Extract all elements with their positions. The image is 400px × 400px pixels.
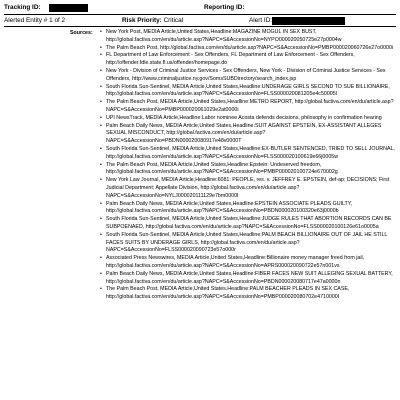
source-text: The Palm Beach Post, http://global.factiva.com/en/du/article.asp?NAPC=S&AccessionNo=PMBP000020060726e27o0000i <box>106 44 394 51</box>
source-item <box>100 286 396 302</box>
reporting-id-label: Reporting ID: <box>204 4 245 11</box>
tracking-id-redaction <box>49 4 88 12</box>
risk-priority-label: Risk Priority: <box>122 17 162 24</box>
source-item <box>100 201 396 217</box>
header-row-ids <box>0 4 400 13</box>
bullet-icon: • <box>100 161 102 168</box>
header-divider-2 <box>4 26 396 27</box>
source-item <box>100 123 396 146</box>
bullet-icon: • <box>100 145 102 152</box>
header-divider <box>4 14 396 15</box>
source-item <box>100 216 396 232</box>
source-item <box>100 99 396 115</box>
source-text: Palm Beach Daily News, MEDIA Article,United States,Headline:FIBER FACES NEW SUIT ALLEGING SEXUAL BATTERY, http://global.factiva.com/en/du/article.asp?NAPC=S&AccessionNo=PBDN000020080717e47a0000n <box>106 270 393 285</box>
source-item <box>100 52 396 68</box>
header-row-alert <box>0 17 400 26</box>
risk-priority <box>122 17 183 24</box>
bullet-icon: • <box>100 270 102 277</box>
source-text: New York Post, MEDIA Article,United States,Headline:MAGAZINE MOGUL IN SEX BUST, http://global.factiva.com/en/du/article.asp?NAPC=S&AccessionNo=NYPO000020050725e27p0004w <box>106 29 342 43</box>
risk-priority-value: Critical <box>163 17 184 24</box>
source-item <box>100 84 396 100</box>
source-text: FL Department of Law Enforcement - Sex Offenders, FL Department of Law Enforcement - Sex Offenders, http://offender.fdle.state.fl.us/offender/homepage.do <box>106 52 355 67</box>
source-item <box>100 271 396 287</box>
source-item <box>100 29 396 45</box>
source-text: New York Law Journal, MEDIA Article,Headline:6081: PEOPLE, res. v. JEFFREY E. EPSTEIN, def-ap; DECISIONS; First Judicial Department; Appellate Division, http://global.factiva.com/en/du/article.asp?NAPC=S&AccessionNo=NYLJ000020111129e7bm0000I <box>106 177 390 199</box>
sources-list <box>100 29 396 302</box>
source-text: The Palm Beach Post, MEDIA Article,United States,Headline:PALM BEACHER PLEADS IN SEX CASE, http://global.factiva.com/en/du/article.asp?NAPC=S&AccessionNo=PMBP000020080702e4710000I <box>106 286 350 301</box>
bullet-icon: • <box>100 216 102 223</box>
source-text: The Palm Beach Post, MEDIA Article,United States,Headline:METRO REPORT, http://global.factiva.com/en/du/article.asp?NAPC=S&AccessionNo=PMBP000020061029e2at0000i <box>106 99 394 113</box>
source-item <box>100 45 396 53</box>
source-text: The Palm Beach Post, MEDIA Article,United States,Headline:Epstein: Undeserved freedom, http://global.factiva.com/en/du/article.asp?NAPC=S&AccessionNo=PMBP000020100724e670002g <box>106 161 338 176</box>
bullet-icon: • <box>100 67 102 74</box>
bullet-icon: • <box>100 44 102 51</box>
bullet-icon: • <box>100 99 102 106</box>
alert-id-label: Alert ID: <box>249 17 273 24</box>
source-item <box>100 177 396 200</box>
bullet-icon: • <box>100 200 102 207</box>
bullet-icon: • <box>100 255 102 262</box>
source-item <box>100 162 396 178</box>
bullet-icon: • <box>100 52 102 59</box>
bullet-icon: • <box>100 231 102 238</box>
source-item <box>100 68 396 84</box>
source-text: South Florida Sun-Sentinel, MEDIA Article,United States,Headline:PALM BEACH BILLIONAIRE OUT OF JAIL HE STILL FACES SUITS BY UNDERAGE GIRLS, http://global.factiva.com/en/du/article.asp?NAPC=S&AccessionNo=FLSS000020090723e57o000r <box>106 231 388 254</box>
bullet-icon: • <box>100 177 102 184</box>
alert-id-redaction <box>272 17 345 25</box>
source-item <box>100 146 396 162</box>
source-text: New York - Division of Criminal Justice Services - Sex Offenders, New York - Division of Criminal Justice Services - Sex Offenders, http://www.criminaljustice.ny.gov/SomsSUBDirectory/search_index.jsp <box>106 67 386 82</box>
alerted-entity-text: Alerted Entity # 1 of 2 <box>4 17 66 24</box>
source-item <box>100 255 396 271</box>
source-text: UPI NewsTrack, MEDIA Article,Headline:Labor nominee Acosta defends decisions, philosophy in confirmation hearing <box>106 114 382 121</box>
source-item <box>100 232 396 255</box>
bullet-icon: • <box>100 122 102 129</box>
sources-label: Sources: <box>70 30 93 36</box>
bullet-icon: • <box>100 83 102 90</box>
source-text: South Florida Sun-Sentinel, MEDIA Article,United States,Headline:UNDERAGE GIRLS SECOND TO SUE BILLIONAIRE, http://global.factiva.com/en/du/article.asp?NAPC=S&AccessionNo=FLSS000020081205e4c50005l <box>106 83 390 98</box>
tracking-id-label: Tracking ID: <box>4 4 41 11</box>
source-text: Palm Beach Daily News, MEDIA Article,United States,Headline:EPSTEIN ASSOCIATE PLEADS GUILTY, http://global.factiva.com/en/du/article.asp?NAPC=S&AccessionNo=PBDN000020100320e63j0000b <box>106 200 353 215</box>
source-text: Palm Beach Daily News, MEDIA Article,United States,Headline:SUIT AGAINST EPSTEIN, EX-ASSISTANT ALLEGES SEXUAL MISCONDUCT, http://global.factiva.com/en/du/article.asp?NAPC=S&AccessionNo=PBDN000020080917e48v0000T <box>106 122 382 145</box>
bullet-icon: • <box>100 114 102 121</box>
source-text: South Florida Sun-Sentinel, MEDIA Article,United States,Headline:JUDGE RULES THAT ABORTION RECORDS CAN BE SUBPOENAED, http://global.factiva.com/en/du/article.asp?NAPC=S&AccessionNo=FLSS000020100126e61o0005a <box>106 216 392 230</box>
source-text: South Florida Sun-Sentinel, MEDIA Article,United States,Headline:EX-BUTLER SENTENCED, TRIED TO SELL JOURNAL, http://global.factiva.com/en/du/article.asp?NAPC=S&AccessionNo=FLSS000020100619e66j0005w <box>106 145 395 160</box>
bullet-icon: • <box>100 286 102 293</box>
source-text: Associated Press Newswires, MEDIA Article,United States,Headline:Billionaire money manager freed from jail, http://global.factiva.com/en/du/article.asp?NAPC=S&AccessionNo=APRS000020090722e57n001vs <box>106 255 365 269</box>
source-item <box>100 115 396 123</box>
bullet-icon: • <box>100 29 102 35</box>
